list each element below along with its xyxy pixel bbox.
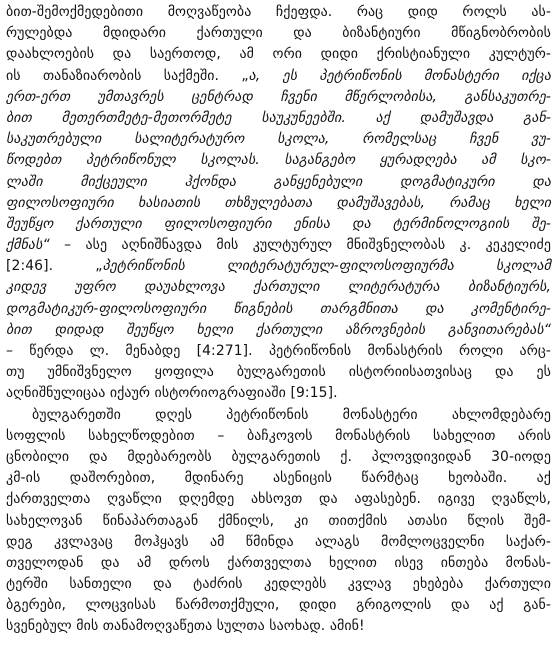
text-line [6, 320, 551, 341]
text-line [6, 341, 551, 362]
text-line [6, 383, 551, 404]
text-line [6, 172, 551, 193]
text-line [6, 150, 551, 171]
quoted-text: ა, ეს პეტრიწონის მონასტერი იქცა [248, 67, 551, 84]
text-line [6, 489, 551, 510]
text-line [6, 447, 551, 468]
body-text: ბით-შემოქმედებითი მოღვაწეობა ჩქეფდა. რაც დიდ როლს ას- [6, 4, 551, 20]
body-text: ტერში სანთელი და ტაძრის კედლებს კვლავ ეხებება ქართული [6, 576, 551, 593]
body-text: ქართველთა ღვაწლი დღემდე ახსოვთ და აფასებენ. იგივე ღვაწლს, [6, 491, 551, 508]
text-line [6, 511, 551, 532]
paragraph [6, 2, 551, 405]
text-line [6, 214, 551, 235]
text-line [6, 44, 551, 65]
text-line [6, 532, 551, 553]
quoted-text: საკუთრებული სალიტერატურო სკოლა, რომელსაც ჩვენ ვუ- [6, 131, 551, 148]
text-line [6, 574, 551, 595]
text-line [6, 616, 551, 637]
text-line [6, 595, 551, 616]
text-line [6, 66, 551, 87]
body-text: თველოდან და ამ დროს ქართველთა ხელით ისევ ინთება მონას- [6, 554, 551, 571]
text-line [6, 256, 551, 277]
text-line [6, 129, 551, 150]
document-body [6, 2, 551, 638]
text-line [6, 426, 551, 447]
body-text: ბგერები, ლოცვისას წარმოთქმული, დიდი გრიგოლის და აქ გან- [6, 597, 551, 614]
quoted-text: ქმნას“ [6, 237, 50, 254]
quoted-text: კიდევ უფრო დაუახლოვა ქართული ლიტერატურა ბიზანტიურს, [6, 279, 551, 296]
paragraph [6, 405, 551, 638]
body-text: რულებდა მდიდარი ქართული და ბიზანტიური მწიგნობრობის [6, 25, 551, 42]
quoted-text: ლაში მიქცეული ჰქონდა განყენებული დოგმატიკური და [6, 173, 551, 190]
text-line [6, 193, 551, 214]
text-line [6, 235, 551, 256]
body-text: აღნიშნულიცაა იქაურ ისტორიოგრაფიაში [9:15]. [6, 385, 338, 402]
quoted-text: პეტრიწონის ლიტერატურულ-ფილოსოფიურმა სკოლამ [102, 258, 551, 275]
quoted-text: შეუწყო ქართული ფილოსოფიური ენისა და ტერმინოლოგიის შე- [6, 215, 551, 232]
text-line [6, 468, 551, 489]
body-text: დაახლოების და საერთოდ, ამ ორი დიდი ქრისტიანული კულტურ- [6, 46, 551, 63]
text-line [6, 2, 551, 23]
text-line [6, 23, 551, 44]
body-text: კმ-ის დაშორებით, მდინარე ასენიცის წარმტაც ხეობაში. აქ [6, 470, 551, 487]
quoted-text: ბით დიდად შეუწყო ხელი ქართული აზროვნების განვითარებას“ [6, 321, 551, 338]
body-text: ცნობილი და მდებარეობს ბულგარეთის ქ. პლოვდივიდან 30-იოდე [6, 448, 551, 465]
quoted-text: ფილოსოფიური ხასიათის თხზულებათა დამუშავებას, რამაც ხელი [6, 194, 551, 211]
body-text: დეგ კვლავაც მოჰყავს ამ წმინდა ალაგს მომლოცველნი საქარ- [6, 533, 551, 550]
quoted-text: ერთ-ერთ უმთავრეს ცენტრად ჩვენი მწერლობისა, განსაკუთრე- [6, 88, 551, 105]
document-page [6, 2, 551, 638]
body-text: სახელოვან წინაპართაგან ქმნილს, კი თითქმის ათასი წლის შემ- [6, 512, 551, 529]
quoted-text: ბით მეთერთმეტე-მეთორმეტე საუკუნეებში. აქ დამუშავდა გან- [6, 109, 551, 126]
text-line [6, 108, 551, 129]
body-text: სვენებულ მის თანამოღვაწეთა სულთა საოხად. ამინ! [6, 618, 365, 635]
body-text: ბულგარეთში დღეს პეტრიწონის მონასტერი ახლომდებარე [32, 406, 551, 423]
text-line [6, 87, 551, 108]
text-line [6, 277, 551, 298]
body-text: ის თანაზიარობის საქმეში. „ [6, 67, 249, 84]
body-text: თუ უმნიშვნელო ყოფილა ბულგარეთის ისტორიისათვისაც და ეს [6, 364, 551, 381]
text-line [6, 299, 551, 320]
body-text: [2:46]. „ [6, 258, 103, 275]
body-text: – ასე აღნიშნავდა მის კულტურულ მნიშვნელობას კ. კეკელიძე [49, 237, 551, 254]
text-line [6, 362, 551, 383]
quoted-text: წოდებთ პეტრიწონულ სკოლას. საგანგებო ყურადღება ამ სკო- [6, 152, 551, 169]
body-text: სოფლის სახელწოდებით – ბაჩკოვოს მონასტრის სახელით არის [6, 427, 551, 444]
quoted-text: დოგმატიკურ-ფილოსოფიური წიგნების თარგმნითა და კომენტირე- [6, 300, 551, 317]
text-line [6, 405, 551, 426]
body-text: – წერდა ლ. მენაბდე [4:271]. პეტრიწონის მონასტრის როლი არც- [6, 343, 551, 359]
text-line [6, 553, 551, 574]
